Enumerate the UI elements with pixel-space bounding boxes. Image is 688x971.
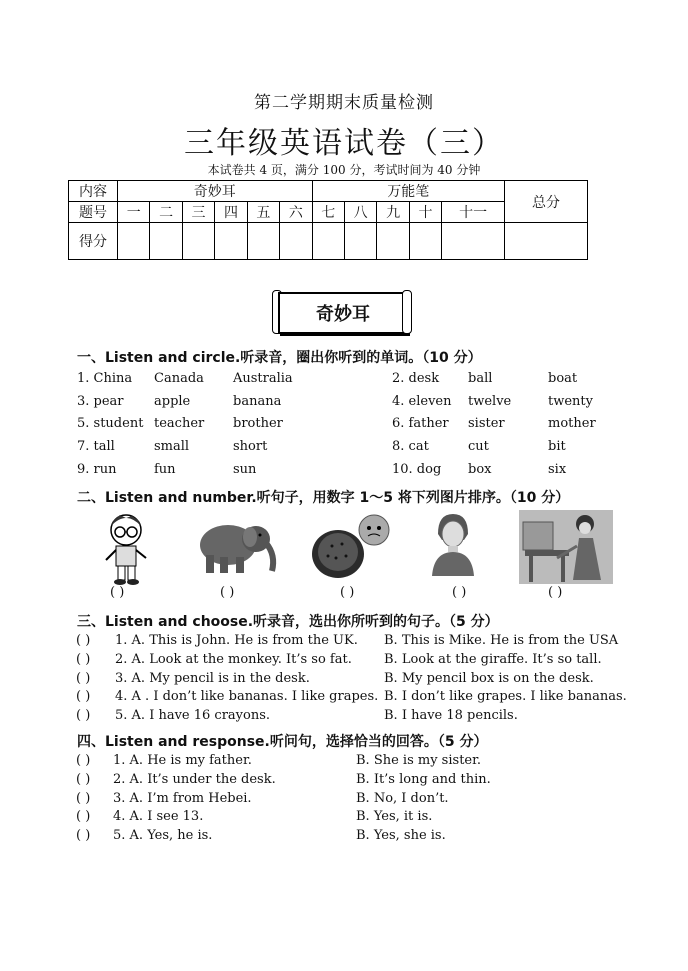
answer-paren: ( )	[76, 670, 91, 686]
option-b: B. It’s long and thin.	[356, 771, 491, 787]
word-option: boat	[548, 371, 578, 386]
content-label: 内容	[69, 181, 118, 202]
answer-blank: ( )	[452, 585, 467, 600]
word-option: six	[548, 461, 567, 477]
question-word: 9. run	[77, 461, 117, 477]
word-option: sister	[468, 416, 505, 432]
word-option: small	[154, 439, 190, 455]
word-option: sun	[233, 461, 257, 477]
option-a: 2. A. It’s under the desk.	[113, 771, 276, 787]
elephant-picture	[190, 515, 280, 577]
word-option: ball	[468, 371, 493, 386]
option-a: 5. A. I have 16 crayons.	[115, 708, 271, 724]
question-number: 二	[150, 202, 182, 223]
watermelon-and-ball-picture	[308, 510, 392, 580]
score-cell	[377, 223, 409, 260]
score-cell	[182, 223, 214, 260]
option-a: 3. A. I’m from Hebei.	[113, 790, 252, 806]
option-a: 5. A. Yes, he is.	[113, 828, 213, 844]
option-a: 2. A. Look at the monkey. It’s so fat.	[115, 651, 352, 667]
score-cell	[118, 223, 150, 260]
question-number: 三	[182, 202, 214, 223]
answer-paren: ( )	[76, 633, 91, 648]
word-option: Canada	[154, 371, 204, 386]
score-cell	[409, 223, 441, 260]
score-cell	[344, 223, 376, 260]
section-banner-label: 奇妙耳	[278, 292, 408, 334]
question-number: 十一	[442, 202, 505, 223]
question-word: 4. eleven	[392, 393, 452, 409]
question-number-label: 题号	[69, 202, 118, 223]
section-banner	[272, 288, 412, 334]
word-option: box	[468, 461, 492, 477]
question-number: 四	[215, 202, 247, 223]
total-score-cell	[505, 223, 588, 260]
part4-heading: 四、Listen and response.听问句，选择恰当的回答。（5 分）	[77, 734, 488, 750]
option-b: B. My pencil box is on the desk.	[384, 670, 594, 686]
option-a: 4. A . I don’t like bananas. I like grapes.	[115, 689, 379, 705]
question-word: 5. student	[77, 416, 144, 432]
answer-paren: ( )	[76, 790, 91, 806]
answer-paren: ( )	[76, 708, 91, 724]
option-b: B. No, I don’t.	[356, 790, 449, 806]
question-number: 八	[344, 202, 376, 223]
boy-with-glasses-picture	[98, 510, 154, 586]
question-number: 五	[247, 202, 279, 223]
word-option: cut	[468, 439, 489, 455]
option-b: B. This is Mike. He is from the USA	[384, 633, 619, 648]
scroll-right-roll	[402, 290, 412, 334]
score-cell	[442, 223, 505, 260]
question-word: 10. dog	[392, 461, 442, 477]
question-word: 7. tall	[77, 439, 115, 455]
answer-blank: ( )	[110, 585, 125, 600]
question-number: 七	[312, 202, 344, 223]
question-word: 2. desk	[392, 371, 440, 386]
score-cell	[280, 223, 312, 260]
question-number: 一	[118, 202, 150, 223]
option-a: 1. A. He is my father.	[113, 753, 252, 768]
score-table	[68, 180, 588, 260]
answer-paren: ( )	[76, 828, 91, 844]
total-label: 总分	[505, 181, 588, 223]
part3-heading: 三、Listen and choose.听录音，选出你所听到的句子。（5 分）	[77, 614, 499, 630]
question-word: 3. pear	[77, 393, 124, 409]
answer-blank: ( )	[340, 585, 355, 600]
word-option: twenty	[548, 393, 593, 409]
word-option: apple	[154, 393, 191, 409]
option-b: B. Look at the giraffe. It’s so tall.	[384, 651, 602, 667]
word-option: bit	[548, 439, 566, 455]
score-cell	[247, 223, 279, 260]
answer-paren: ( )	[76, 689, 91, 705]
exam-title: 三年级英语试卷（三）	[184, 126, 504, 161]
answer-blank: ( )	[220, 585, 235, 600]
score-label: 得分	[69, 223, 118, 260]
score-cell	[215, 223, 247, 260]
woman-picture	[428, 512, 478, 576]
part1-heading: 一、Listen and circle.听录音，圈出你听到的单词。（10 分）	[77, 350, 482, 366]
option-b: B. She is my sister.	[356, 753, 482, 768]
question-number: 九	[377, 202, 409, 223]
word-option: teacher	[154, 416, 205, 432]
section-wannengbi: 万能笔	[312, 181, 504, 202]
word-option: brother	[233, 416, 283, 432]
option-b: B. Yes, it is.	[356, 809, 433, 825]
word-option: Australia	[233, 371, 293, 386]
question-word: 1. China	[77, 371, 133, 386]
word-option: mother	[548, 416, 596, 432]
option-b: B. I have 18 pencils.	[384, 708, 518, 724]
section-qimiaoer: 奇妙耳	[118, 181, 313, 202]
option-a: 1. A. This is John. He is from the UK.	[115, 633, 358, 648]
question-word: 6. father	[392, 416, 449, 432]
word-option: fun	[154, 461, 176, 477]
option-a: 4. A. I see 13.	[113, 809, 204, 825]
exam-info: 本试卷共 4 页，满分 100 分，考试时间为 40 分钟	[207, 163, 481, 177]
exam-subtitle: 第二学期期末质量检测	[254, 93, 434, 113]
answer-paren: ( )	[76, 753, 91, 768]
part2-heading: 二、Listen and number.听句子，用数字 1～5 将下列图片排序。（10 分）	[77, 490, 570, 506]
answer-blank: ( )	[548, 585, 563, 600]
option-b: B. I don’t like grapes. I like bananas.	[384, 689, 627, 705]
question-number: 十	[409, 202, 441, 223]
answer-paren: ( )	[76, 651, 91, 667]
word-option: twelve	[468, 393, 512, 409]
score-cell	[312, 223, 344, 260]
answer-paren: ( )	[76, 809, 91, 825]
question-word: 8. cat	[392, 439, 429, 455]
option-a: 3. A. My pencil is in the desk.	[115, 670, 310, 686]
score-cell	[150, 223, 182, 260]
girl-at-desk-picture	[519, 510, 613, 584]
option-b: B. Yes, she is.	[356, 828, 446, 844]
answer-paren: ( )	[76, 771, 91, 787]
word-option: short	[233, 439, 268, 455]
word-option: banana	[233, 393, 282, 409]
question-number: 六	[280, 202, 312, 223]
